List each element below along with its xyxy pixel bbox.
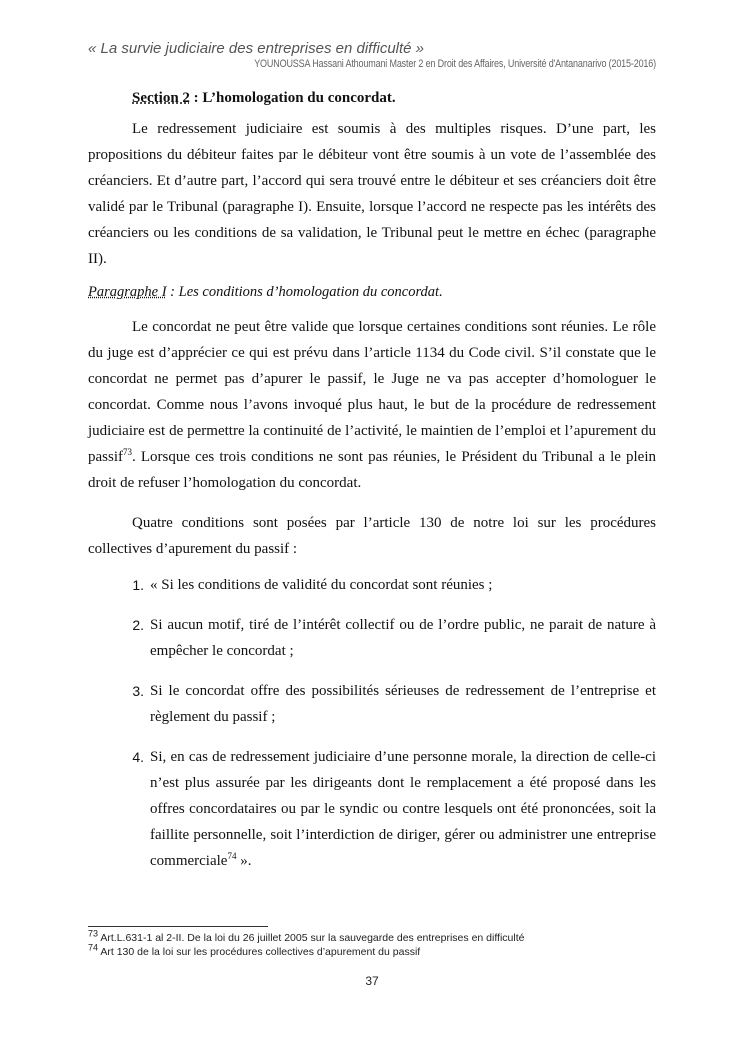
list-item-text: Si le concordat offre des possibilités sérieuses de redressement de l’entreprise et règlement du passif ; bbox=[150, 683, 656, 725]
running-header-author: YOUNOUSSA Hassani Athoumani Master 2 en Droit des Affaires, Université d'Antananarivo (2015-2016) bbox=[254, 58, 656, 70]
footnotes bbox=[88, 928, 668, 959]
main-content bbox=[88, 86, 656, 888]
body1-text-before: Le concordat ne peut être valide que lorsque certaines conditions sont réunies. Le rôle du juge est d’apprécier ce qui est prévu dans l’article 1134 du Code civil. S’il constate que le concordat ne permet pas d’apurer le passif, le Juge ne va pas accepter d’homologuer le concordat. Comme nous l’avons invoqué plus haut, le but de la procédure de redressement judiciaire est de permettre la continuité de l’activité, le maintien de l’emploi et l’apurement du passif bbox=[88, 319, 656, 465]
body1-text-after: . Lorsque ces trois conditions ne sont pas réunies, le Président du Tribunal a le plein droit de refuser l’homologation du concordat. bbox=[88, 449, 656, 491]
list-item bbox=[88, 678, 656, 730]
list-item-number: 2. bbox=[132, 617, 144, 633]
list-item bbox=[88, 612, 656, 664]
footnote-ref-73[interactable]: 73 bbox=[123, 447, 132, 457]
list-item-text: Si, en cas de redressement judiciaire d’une personne morale, la direction de celle-ci n’est plus assurée par les dirigeants dont le remplacement a été proposé dans les offres concordataires ou par le syndic ou contre lesquels ont été prononcées, soit la faillite personnelle, soit l’interdiction de diriger, gérer ou administrer une entreprise commerciale bbox=[150, 749, 656, 869]
intro-paragraph: Le redressement judiciaire est soumis à des multiples risques. D’une part, les propositions du débiteur faites par le débiteur vont être soumis à un vote de l’assemblée des créanciers. Et d’autre part, l’accord qui sera trouvé entre le débiteur et ses créanciers doit être validé par le Tribunal (paragraphe I). Ensuite, lorsque l’accord ne respecte pas les intérêts des créanciers ou les conditions de sa validation, le Tribunal peut le mettre en échec (paragraphe II). bbox=[88, 121, 656, 267]
footnote-ref-74[interactable]: 74 bbox=[227, 851, 237, 861]
footnote-73 bbox=[88, 928, 668, 945]
footnote-number: 73 bbox=[88, 928, 99, 939]
body-paragraph-1 bbox=[88, 314, 656, 496]
footnote-number: 74 bbox=[88, 942, 99, 953]
conditions-list bbox=[88, 572, 656, 874]
list-item-text: « Si les conditions de validité du concordat sont réunies ; bbox=[150, 577, 493, 593]
footnote-text: Art 130 de la loi sur les procédures collectives d’apurement du passif bbox=[98, 946, 421, 958]
list-item-number: 4. bbox=[132, 749, 144, 765]
footnote-text: Art.L.631-1 al 2-II. De la loi du 26 juillet 2005 sur la sauvegarde des entreprises en difficulté bbox=[98, 932, 525, 944]
running-header-title: « La survie judiciaire des entreprises en difficulté » bbox=[88, 40, 425, 57]
section-heading bbox=[132, 86, 656, 110]
footnote-separator bbox=[88, 926, 268, 927]
list-item-text-after: ». bbox=[236, 853, 252, 869]
paragraph-title-text: : Les conditions d’homologation du concordat. bbox=[166, 284, 443, 300]
list-item-text: Si aucun motif, tiré de l’intérêt collectif ou de l’ordre public, ne parait de nature à empêcher le concordat ; bbox=[150, 617, 656, 659]
section-label: Section 2 bbox=[132, 90, 190, 106]
list-item-number: 1. bbox=[132, 577, 144, 593]
list-item bbox=[88, 572, 656, 598]
paragraph-label: Paragraphe I bbox=[88, 284, 167, 300]
list-item-text-wrapper bbox=[150, 744, 656, 874]
list-item-number: 3. bbox=[132, 683, 144, 699]
page-number: 37 bbox=[365, 974, 379, 988]
footnote-74 bbox=[88, 942, 668, 959]
list-item bbox=[88, 744, 656, 874]
paragraph-heading bbox=[88, 280, 656, 304]
section-title-text: : L’homologation du concordat. bbox=[189, 90, 396, 106]
body-paragraph-2: Quatre conditions sont posées par l’article 130 de notre loi sur les procédures collectives d’apurement du passif : bbox=[88, 515, 656, 557]
